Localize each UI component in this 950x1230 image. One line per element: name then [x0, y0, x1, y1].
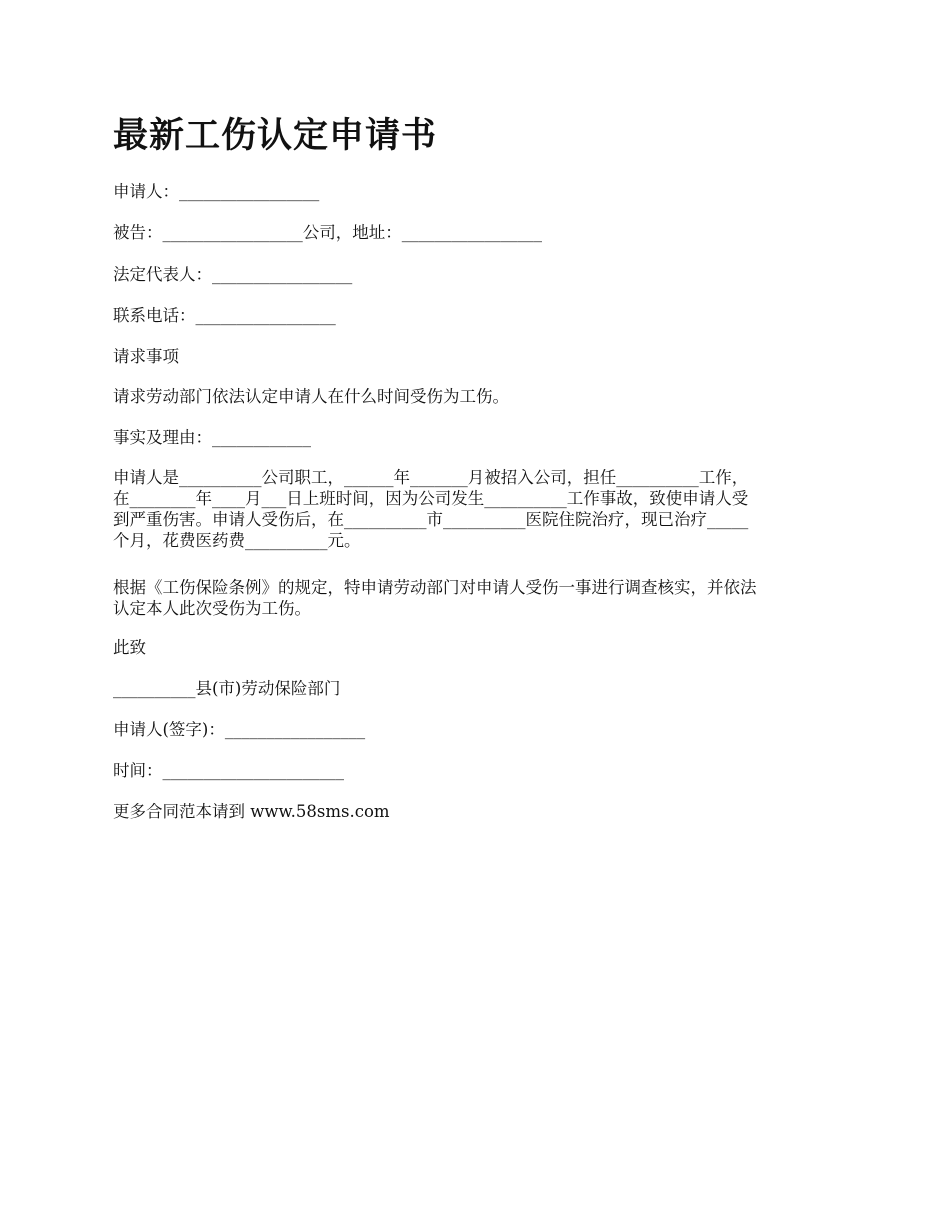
basis-line: 认定本人此次受伤为工伤。	[113, 599, 311, 618]
facts-line: 个月，花费医药费__________元。	[113, 531, 361, 550]
footer-link-text: 更多合同范本请到 www.58sms.com	[113, 802, 390, 821]
facts-heading: 事实及理由：____________	[113, 428, 311, 447]
basis-paragraph	[113, 577, 843, 619]
phone-line: 联系电话：_________________	[113, 306, 336, 325]
facts-line: 到严重伤害。申请人受伤后，在__________市__________医院住院治疗，现已治疗_____	[113, 510, 749, 529]
request-text: 请求劳动部门依法认定申请人在什么时间受伤为工伤。	[113, 387, 509, 406]
document-title: 最新工伤认定申请书	[113, 115, 438, 156]
date-line: 时间：______________________	[113, 761, 344, 780]
salutation: 此致	[113, 638, 146, 657]
facts-line: 在________年____月___日上班时间，因为公司发生__________工作事故，致使申请人受	[113, 489, 749, 508]
facts-paragraph	[113, 467, 843, 551]
request-heading: 请求事项	[113, 347, 179, 366]
legal-representative-line: 法定代表人：_________________	[113, 265, 353, 284]
defendant-line: 被告：_________________公司，地址：_________________	[113, 223, 542, 242]
signature-line: 申请人(签字)：_________________	[113, 720, 366, 739]
facts-line: 申请人是__________公司职工，______年_______月被招入公司，担任__________工作，	[113, 468, 749, 487]
basis-line: 根据《工伤保险条例》的规定，特申请劳动部门对申请人受伤一事进行调查核实，并依法	[113, 578, 757, 597]
applicant-line: 申请人：_________________	[113, 182, 320, 201]
recipient-line: __________县(市)劳动保险部门	[113, 679, 341, 698]
